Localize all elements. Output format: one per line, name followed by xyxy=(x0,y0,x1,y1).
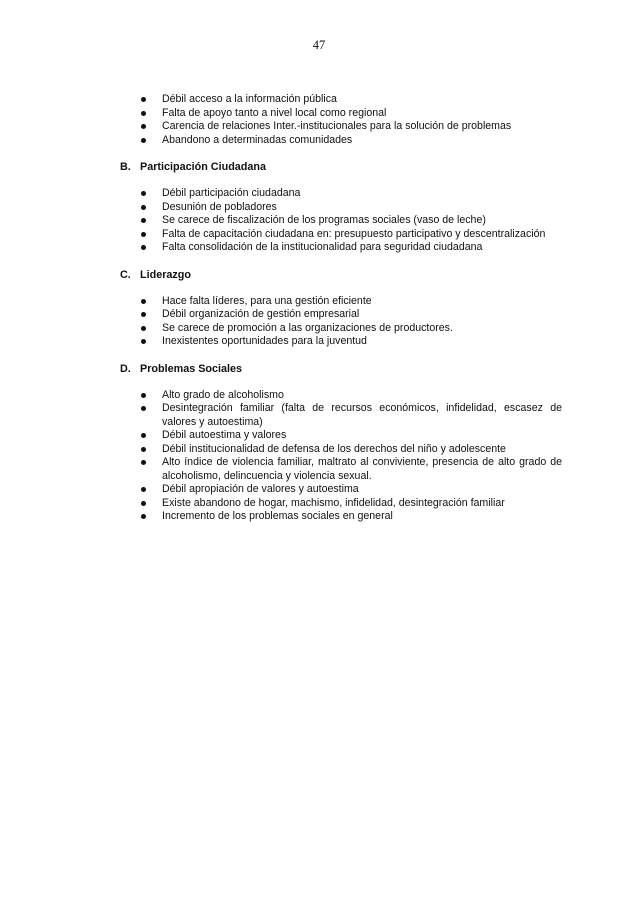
bullet-icon xyxy=(141,514,146,519)
bullet-icon xyxy=(141,232,146,237)
bullet-icon xyxy=(141,339,146,344)
list-item-text: Hace falta líderes, para una gestión eficiente xyxy=(162,294,372,307)
bullet-icon xyxy=(141,501,146,506)
section-letter: D. xyxy=(120,362,131,375)
list-item-text: Falta consolidación de la institucionalidad para seguridad ciudadana xyxy=(162,241,483,253)
bullet-icon xyxy=(141,460,146,465)
list-item xyxy=(120,308,562,322)
section-title: Liderazgo xyxy=(140,268,191,281)
list-item xyxy=(120,241,562,255)
list-item xyxy=(120,120,562,134)
section-heading xyxy=(120,362,562,376)
section-heading xyxy=(120,160,562,174)
list-item-text: Carencia de relaciones Inter.-institucionales para la solución de problemas xyxy=(162,120,512,132)
list-item-text: Inexistentes oportunidades para la juventud xyxy=(162,335,367,347)
list-item-text: Débil autoestima y valores xyxy=(162,429,287,441)
list-item xyxy=(120,429,562,443)
list-item-text: Falta de apoyo tanto a nivel local como regional xyxy=(162,106,387,119)
list-item xyxy=(120,456,562,483)
list-item-text: Existe abandono de hogar, machismo, infidelidad, desintegración familiar xyxy=(162,496,505,509)
bullet-icon xyxy=(141,205,146,210)
bullet-icon xyxy=(141,218,146,223)
bullet-icon xyxy=(141,111,146,116)
bullet-icon xyxy=(141,447,146,452)
list-item-text: Débil acceso a la información pública xyxy=(162,93,337,105)
list-item-text: Débil apropiación de valores y autoestima xyxy=(162,483,359,495)
list-item-text: Abandono a determinadas comunidades xyxy=(162,133,353,146)
list-item xyxy=(120,497,562,511)
list-item-text: Se carece de promoción a las organizaciones de productores. xyxy=(162,321,453,334)
list-item-text: Alto grado de alcoholismo xyxy=(162,388,284,401)
list-item xyxy=(120,443,562,457)
list-item-text: Débil organización de gestión empresarial xyxy=(162,308,360,320)
bullet-icon xyxy=(141,299,146,304)
bullet-icon xyxy=(141,406,146,411)
section-title: Participación Ciudadana xyxy=(140,161,266,173)
bullet-icon xyxy=(141,312,146,317)
section-bullet-list xyxy=(120,389,562,524)
bullet-icon xyxy=(141,393,146,398)
section-bullet-list xyxy=(120,187,562,255)
bullet-icon xyxy=(141,245,146,250)
list-item xyxy=(120,322,562,336)
list-item xyxy=(120,187,562,201)
list-item xyxy=(120,402,562,429)
list-item-text: Desintegración familiar (falta de recursos económicos, infidelidad, escasez de valores y autoestima) xyxy=(162,402,562,428)
bullet-icon xyxy=(141,433,146,438)
list-item xyxy=(120,228,562,242)
list-item xyxy=(120,107,562,121)
document-body xyxy=(120,93,562,524)
list-item xyxy=(120,214,562,228)
section-problemas-sociales xyxy=(120,362,562,524)
list-item xyxy=(120,93,562,107)
list-item-text: Falta de capacitación ciudadana en: presupuesto participativo y descentralización xyxy=(162,227,546,240)
section-liderazgo xyxy=(120,268,562,349)
list-item-text: Se carece de fiscalización de los programas sociales (vaso de leche) xyxy=(162,214,486,226)
section-title: Problemas Sociales xyxy=(140,362,243,375)
bullet-icon xyxy=(141,138,146,143)
list-item-text: Débil participación ciudadana xyxy=(162,187,301,199)
list-item-text: Desunión de pobladores xyxy=(162,200,277,213)
bullet-icon xyxy=(141,191,146,196)
section-letter: C. xyxy=(120,268,131,281)
section-participacion-ciudadana xyxy=(120,160,562,255)
section-bullet-list xyxy=(120,295,562,349)
list-item-text: Incremento de los problemas sociales en general xyxy=(162,510,393,522)
list-item xyxy=(120,483,562,497)
intro-bullet-list xyxy=(120,93,562,147)
list-item-text: Alto índice de violencia familiar, maltrato al conviviente, presencia de alto grado de alcoholismo, delincuencia y violencia sexual. xyxy=(162,456,562,482)
bullet-icon xyxy=(141,487,146,492)
list-item xyxy=(120,389,562,403)
list-item xyxy=(120,510,562,524)
bullet-icon xyxy=(141,97,146,102)
section-letter: B. xyxy=(120,161,131,173)
list-item xyxy=(120,134,562,148)
list-item xyxy=(120,335,562,349)
page-number: 47 xyxy=(312,38,326,52)
list-item xyxy=(120,295,562,309)
list-item xyxy=(120,201,562,215)
bullet-icon xyxy=(141,124,146,129)
section-heading xyxy=(120,268,562,282)
bullet-icon xyxy=(141,326,146,331)
list-item-text: Débil institucionalidad de defensa de los derechos del niño y adolescente xyxy=(162,442,506,455)
